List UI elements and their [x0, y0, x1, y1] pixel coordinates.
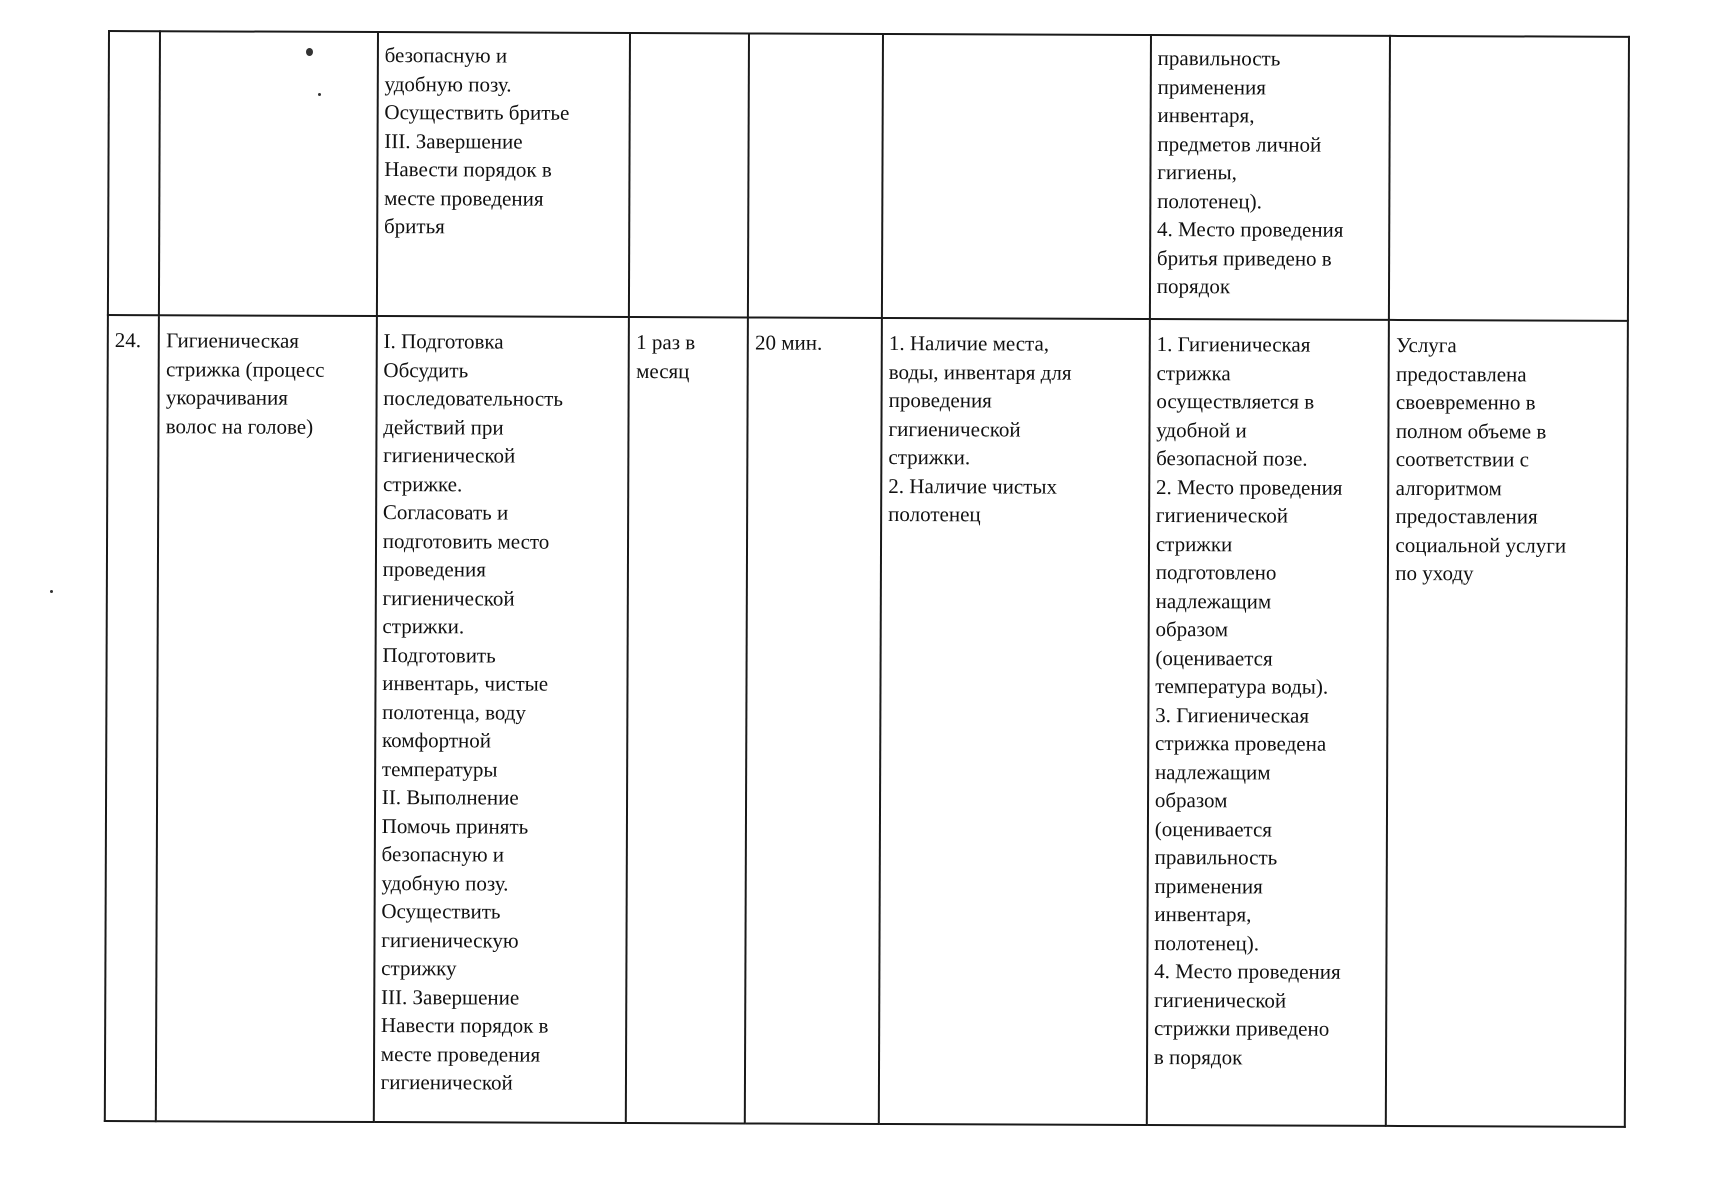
- cell-frequency: 1 раз в месяц: [626, 317, 748, 1123]
- cell-frequency: [629, 33, 749, 317]
- cell-result: Услуга предоставлена своевременно в полном объеме в соответствии с алгоритмом предоставления социальной услуги по уходу: [1386, 320, 1628, 1127]
- cell-procedure: I. Подготовка Обсудить последовательность действий при гигиенической стрижке. Согласовать и подготовить место проведения гигиенической стрижки. Подготовить инвентарь, чистые полотенца, воду комфортной температуры II. Выполнение Помочь принять безопасную и удобную позу. Осуществить гигиеническую стрижку III. Завершение Навести порядок в месте проведения гигиенической: [374, 316, 630, 1123]
- cell-service-name: [159, 31, 378, 316]
- cell-duration: 20 мин.: [745, 317, 882, 1124]
- cell-quality-indicators: 1. Гигиеническая стрижка осуществляется в удобной и безопасной позе. 2. Место проведения гигиенической стрижки подготовлено надлежащим образом (оценивается температура воды). 3. Гигиеническая стрижка проведена надлежащим образом (оценивается правильность применения инвентаря, полотенец). 4. Место проведения гигиенической стрижки приведено в порядок: [1147, 319, 1390, 1126]
- cell-conditions: [882, 34, 1151, 319]
- services-table-wrapper: [104, 30, 1630, 1128]
- cell-procedure: безопасную и удобную позу. Осуществить бритье III. Завершение Навести порядок в месте проведения бритья: [377, 32, 631, 317]
- table-row-continuation: [108, 31, 1629, 321]
- cell-number: [108, 31, 160, 315]
- scan-speck: [50, 590, 53, 593]
- table-row-24: [105, 315, 1628, 1127]
- cell-conditions: 1. Наличие места, воды, инвентаря для проведения гигиенической стрижки. 2. Наличие чистых полотенец: [879, 318, 1150, 1125]
- cell-number: 24.: [105, 315, 159, 1121]
- cell-duration: [748, 33, 883, 318]
- services-table: [104, 30, 1630, 1128]
- cell-result: [1389, 36, 1629, 321]
- cell-service-name: Гигиеническая стрижка (процесс укорачивания волос на голове): [156, 315, 377, 1122]
- cell-quality-indicators: правильность применения инвентаря, предметов личной гигиены, полотенец). 4. Место проведения бритья приведено в порядок: [1150, 35, 1391, 320]
